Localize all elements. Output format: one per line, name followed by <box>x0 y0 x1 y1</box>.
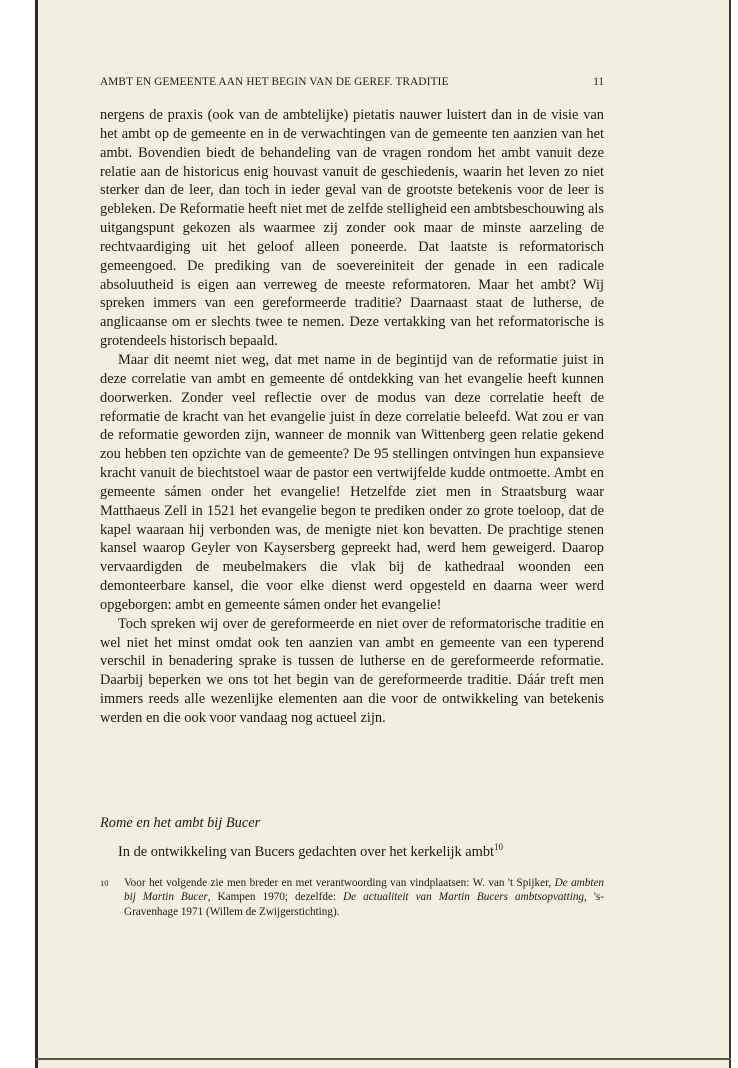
footnote-title-1: De ambten bij Martin Bucer <box>124 877 605 904</box>
page-header <box>100 76 604 92</box>
footnote-text <box>124 876 604 919</box>
section-first-line <box>100 843 604 862</box>
page-number: 11 <box>593 76 604 88</box>
footnote-reference: 10 <box>494 842 504 853</box>
footnote-number: 10 <box>100 878 109 888</box>
scan-edge-bottom <box>35 1058 731 1060</box>
footnote-part-1: Voor het volgende zie men breder en met verantwoording van vindplaatsen: W. van 't Spijker, <box>124 877 555 889</box>
footnote-part-3: , 's-Gravenhage 1971 (Willem de Zwijgerstichting). <box>124 891 604 918</box>
running-head: AMBT EN GEMEENTE AAN HET BEGIN VAN DE GEREF. TRADITIE <box>100 76 449 88</box>
footnote <box>100 876 604 919</box>
paragraph-1: nergens de praxis (ook van de ambtelijke) pietatis nauwer luistert dan in de visie van het ambt op de gemeente en in de verwachtingen van de gemeente ten aanzien van het ambt. Bovendien biedt de behandeling van de vragen rondom het ambt vanuit deze relatie aan de historicus enig houvast vanuit de geschiedenis, waarin het leven zo niet sterker dan de leer, dan toch in ieder geval van de grootste betekenis voor de leer is gebleken. De Reformatie heeft niet met de zelfde stelligheid een ambtsbeschouwing als uitgangspunt gekozen als waarmee zij zonder ook maar de minste aarzeling de rechtvaardiging uit het geloof alleen poneerde. Dat laatste is reformatorisch gemeengoed. De prediking van de soevereiniteit der genade in een radicale absoluutheid is eigen aan verreweg de meeste reformatoren. Maar het ambt? Wij spreken immers van een gereformeerde traditie? Daarnaast staat de lutherse, de anglicaanse om er slechts twee te nemen. Deze vertakking van het reformatorische is grotendeels historisch bepaald. <box>100 107 604 350</box>
footnote-part-2: , Kampen 1970; dezelfde: <box>207 891 344 904</box>
paragraph-2: Maar dit neemt niet weg, dat met name in de begintijd van de reformatie juist in deze correlatie van ambt en gemeente dé ontdekking van het evangelie heeft kunnen doorwerken. Zonder veel reflectie over de modus van deze correlatie heeft de reformatie de kracht van het evangelie juist ín deze correlatie beleefd. Wat zou er van de reformatie geworden zijn, wanneer de monnik van Wittenberg geen relatie gekend zou hebben ten opzichte van de gemeente? De 95 stellingen ontvingen hun expansieve kracht vanuit de biechtstoel waar de pastor een vertwijfelde kudde ontmoette. Ambt en gemeente sámen onder het evangelie! Hetzelfde ziet men in Straatsburg waar Matthaeus Zell in 1521 het evangelie begon te prediken onder zo grote toeloop, dat de kapel waaraan hij verbonden was, de menigte niet kon bevatten. De prachtige stenen kansel waarop Geyler von Kaysersberg gepreekt had, werd hem geweigerd. Daarop vervaardigden de meubelmakers die vlak bij de kathedraal woonden een demonteerbare kansel, die voor elke dienst werd opgesteld en daarna weer werd opgeborgen: ambt en gemeente sámen onder het evangelie! <box>100 351 604 613</box>
scan-edge-left <box>35 0 38 1068</box>
footnote-title-2: De actualiteit van Martin Bucers ambtsopvatting <box>343 891 585 904</box>
section-first-line-text: In de ontwikkeling van Bucers gedachten over het kerkelijk ambt <box>118 844 495 860</box>
paragraph-3: Toch spreken wij over de gereformeerde en niet over de reformatorische traditie en wel niet het minst omdat ook ten aanzien van ambt en gemeente van een typerend verschil in benadering sprake is tussen de lutherse en de gereformeerde reformatie. Daarbij beperken we ons tot het begin van de gereformeerde traditie. Dáár treft men immers reeds alle wezenlijke elementen aan die voor de ontwikkeling van betekenis werden en die ook voor vandaag nog actueel zijn. <box>100 615 604 726</box>
body-text <box>100 106 604 728</box>
section-text <box>100 843 604 862</box>
scan-edge-right <box>729 0 731 1068</box>
section-heading: Rome en het ambt bij Bucer <box>100 815 261 831</box>
